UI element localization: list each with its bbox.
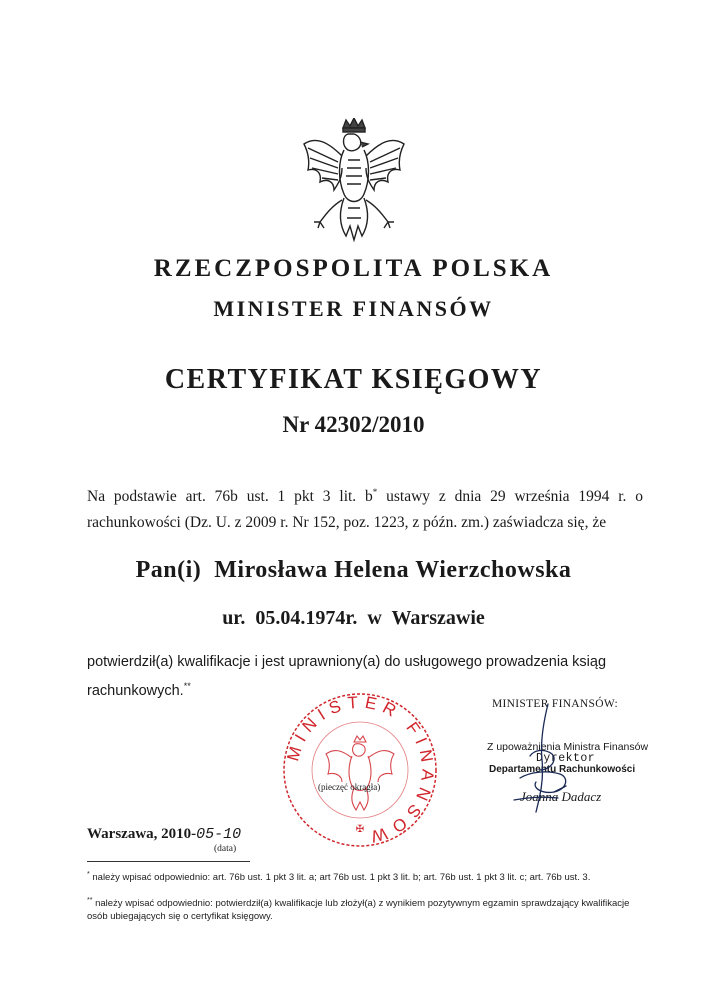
handwritten-signature	[500, 700, 590, 820]
minister-label: MINISTER FINANSÓW:	[492, 698, 619, 710]
certificate-number: Nr 42302/2010	[282, 412, 425, 437]
seal-small-mark: ✠	[355, 824, 365, 835]
footnote-1	[87, 868, 647, 884]
footnote-1-mark: *	[87, 871, 90, 878]
country-heading: RZECZPOSPOLITA POLSKA	[153, 255, 554, 282]
polish-eagle-emblem-icon	[298, 118, 410, 250]
qualification-text: potwierdził(a) kwalifikacje i jest uprawniony(a) do usługowego prowadzenia ksiąg rachunkowych.	[87, 654, 607, 699]
issuer-heading: MINISTER FINANSÓW	[213, 296, 494, 321]
footnote-mark-1: *	[372, 487, 378, 497]
holder-name: Pan(i) Mirosława Helena Wierzchowska	[135, 557, 572, 583]
footnote-divider	[87, 861, 250, 862]
department-line: Departamentu Rachunkowości	[489, 764, 636, 775]
birth-details: ur. 05.04.1974r. w Warszawie	[222, 607, 485, 629]
footnote-1-text: należy wpisać odpowiednio: art. 76b ust. 1 pkt 3 lit. a; art 76b ust. 1 pkt 3 lit. b; art. 76b ust. 1 pkt 3 lit. c; art. 76b ust. 3.	[89, 872, 591, 884]
footnote-2	[87, 894, 647, 923]
seal-caption: (pieczęć okrągła)	[318, 782, 381, 792]
issue-date-handwritten: 05-10	[196, 826, 242, 843]
issue-date-printed: 2010-	[161, 826, 197, 842]
legal-basis-paragraph	[87, 479, 643, 536]
footnote-2-mark: **	[87, 897, 93, 904]
issue-place: Warszawa,	[87, 826, 162, 842]
certificate-title: CERTYFIKAT KSIĘGOWY	[164, 364, 543, 395]
signer-name: Joanna Dadacz	[520, 789, 602, 804]
date-caption: (data)	[214, 844, 237, 854]
authorization-line: Z upoważnienia Ministra Finansów	[487, 741, 649, 753]
official-seal-stamp	[280, 690, 440, 850]
seal-ring-text: MINISTER FINANSÓW	[283, 692, 438, 848]
footnote-mark-2: **	[183, 681, 191, 691]
legal-basis-text-b: ustawy z dnia 29 września 1994 r. o rachunkowości (Dz. U. z 2009 r. Nr 152, poz. 1223, z późn. zm.) zaświadcza się, że	[87, 488, 643, 532]
issue-place-date	[87, 826, 241, 843]
footnote-2-text: należy wpisać odpowiednio: potwierdził(a) kwalifikacje lub złożył(a) z wynikiem pozytywnym egzamin sprawdzający kwalifikacje osób ubiegających się o certyfikat księgowy.	[87, 898, 630, 923]
director-line: Dyrektor	[536, 752, 596, 765]
legal-basis-text-a: Na podstawie art. 76b ust. 1 pkt 3 lit. b	[87, 488, 373, 506]
